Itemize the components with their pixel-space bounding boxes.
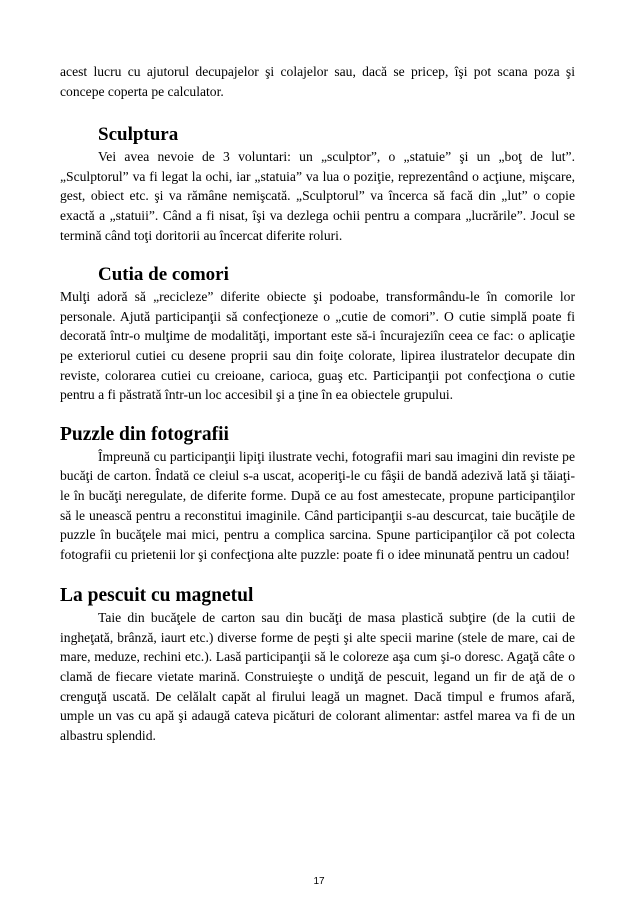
page-number: 17 — [313, 876, 325, 887]
section-body-sculptura: Vei avea nevoie de 3 voluntari: un „sculptor”, o „statuie” şi un „boţ de lut”. „Sculptorul” va fi legat la ochi, iar „statuia” va lua o poziţie, reprezentând o acţiune, mişcare, gest, obiect etc. şi va rămâne nemişcată. „Sculptorul” va încerca să facă din „lut” o copie exactă a „statuii”. Când a fi nisat, îşi va dezlega ochii pentru a compara „lucrările”. Jocul se termină când toţi doritorii au încercat diferite roluri. — [60, 149, 575, 243]
intro-paragraph: acest lucru cu ajutorul decupajelor şi colajelor sau, dacă se pricep, îşi pot scana poza şi concepe coperta pe calculator. — [60, 64, 575, 99]
section-body-cutia-de-comori: Mulţi adoră să „recicleze” diferite obiecte şi podoabe, transformându-le în comorile lor personale. Ajută participanţii să confecţioneze o „cutie de comori”. O cutie simplă poate fi decorată într-o mulţime de modalităţi, important este să-i încurajeziîn ceea ce fac: o aplicaţie pe exteriorul cutiei cu desene proprii sau din foiţe colorate, lipirea ilustratelor decupate din reviste, colorarea cutiei cu creioane, carioca, guaş etc. Participanţii pot confecţiona o cutie pentru a fi păstrată într-un loc accesibil şi a ţine în ea obiectele grupului. — [60, 289, 575, 403]
section-body-puzzle: Împreună cu participanţii lipiţi ilustrate vechi, fotografii mari sau imagini din reviste pe bucăţi de carton. Îndată ce cleiul s-a uscat, acoperiţi-le cu fâşii de bandă adezivă lată şi tăiaţi-le în bucăţi neregulate, de diferite forme. După ce au fost amestecate, propune participanţilor să le unească pentru a reconstitui imaginile. Când participanţii s-au descurcat, taie bucăţile de puzzle în bucăţele mai mici, pentru a complica sarcina. Spune participanţilor că pot colecta fotografii cu prietenii lor şi confecţiona alte puzzle: poate fi o idee minunată pentru un cadou! — [60, 448, 575, 562]
section-title-pescuit: La pescuit cu magnetul — [60, 585, 254, 607]
section-title-sculptura: Sculptura — [98, 124, 179, 146]
section-title-cutia-de-comori: Cutia de comori — [98, 264, 229, 286]
page-content — [60, 62, 575, 745]
section-body-pescuit: Taie din bucăţele de carton sau din bucăţi de masa plastică subţire (de la cutii de ingheţată, brânză, iaurt etc.) diverse forme de peşti şi alte specii marine (stele de mare, cai de mare, meduze, rechini etc.). Lasă participanţii să le coloreze aşa cum şi-o doresc. Agaţă câte o clamă de fiecare vietate marină. Construieşte o undiţă de pescuit, legand un fir de aţă de o crenguţă uscată. De celălalt capăt al firului leagă un magnet. Dacă timpul e frumos afară, umple un vas cu apă şi adaugă cateva picături de colorant alimentar: astfel marea va fi de un albastru splendid. — [60, 610, 575, 743]
section-title-puzzle: Puzzle din fotografii — [60, 423, 229, 445]
